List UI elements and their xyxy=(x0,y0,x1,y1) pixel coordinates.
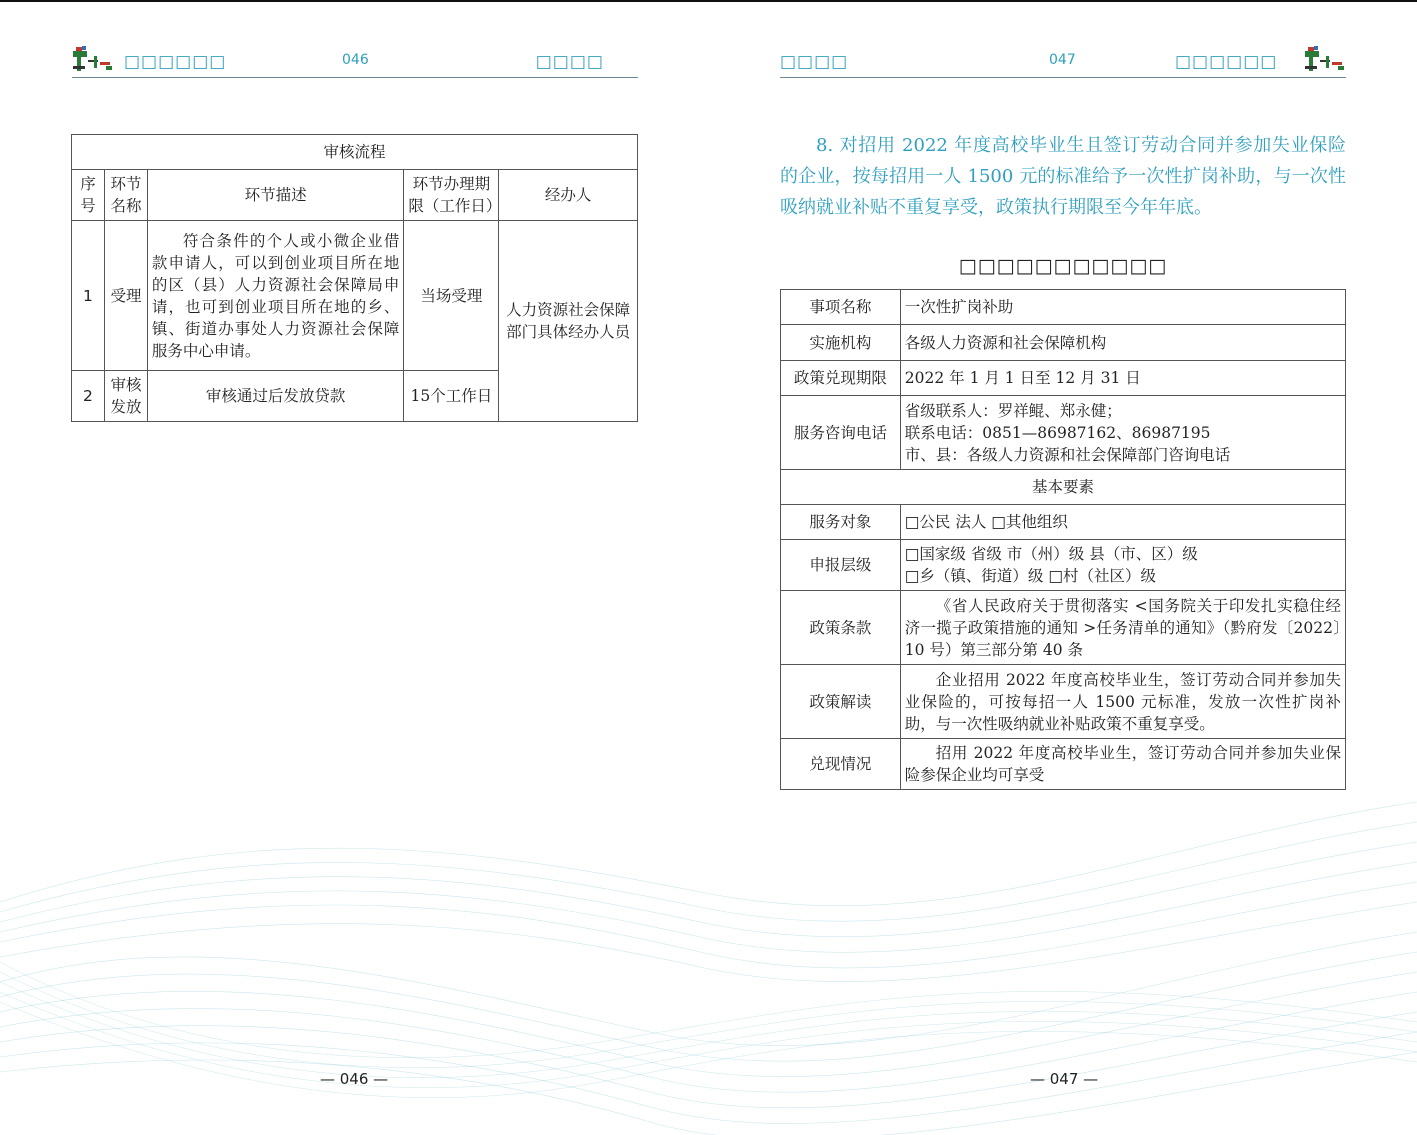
table-row xyxy=(781,591,1346,665)
table-row xyxy=(781,540,1346,591)
right-page xyxy=(708,2,1416,1133)
level-line: □国家级 省级 市（州）级 县（市、区）级 xyxy=(904,545,1198,563)
row-value: □公民 法人 □其他组织 xyxy=(900,505,1345,540)
logo-icon xyxy=(70,44,116,74)
consult-line: 市、县：各级人力资源和社会保障部门咨询电话 xyxy=(904,445,1231,464)
right-header xyxy=(780,42,1346,78)
section-title: □□□□ xyxy=(780,52,849,72)
row-value: 招用 2022 年度高校毕业生，签订劳动合同并参加失业保险参保企业均可享受 xyxy=(900,739,1345,790)
row-label: 申报层级 xyxy=(781,540,901,591)
section-title: □□□□ xyxy=(535,52,604,72)
column-header: 序号 xyxy=(72,170,105,221)
column-header: 环节办理期限（工作日） xyxy=(404,170,499,221)
row-value: 《省人民政府关于贯彻落实 <国务院关于印发扎实稳住经济一揽子政策措施的通知 >任务清单的通知》（黔府发〔2022〕10 号）第三部分第 40 条 xyxy=(900,591,1345,665)
left-header xyxy=(72,42,638,78)
review-process-table xyxy=(71,134,638,422)
step-description: 符合条件的个人或小微企业借款申请人，可以到创业项目所在地的区（县）人力资源社会保障局申请，也可到创业项目所在地的乡、镇、街道办事处人力资源社会保障服务中心申请。 xyxy=(147,221,403,371)
level-line: □乡（镇、街道）级 □村（社区）级 xyxy=(904,567,1156,585)
table-row xyxy=(781,739,1346,790)
column-header: 环节描述 xyxy=(147,170,403,221)
header-rule xyxy=(780,77,1346,78)
section-heading: 基本要素 xyxy=(781,470,1346,505)
header-rule xyxy=(72,77,638,78)
row-value: 企业招用 2022 年度高校毕业生，签订劳动合同并参加失业保险的，可按每招一人 1500 元标准，发放一次性扩岗补助，与一次性吸纳就业补贴政策不重复享受。 xyxy=(900,665,1345,739)
book-title: □□□□□□ xyxy=(124,52,227,72)
table-row xyxy=(781,325,1346,361)
handler: 人力资源社会保障部门具体经办人员 xyxy=(499,221,638,422)
step-name: 审核发放 xyxy=(104,371,147,422)
level-options xyxy=(900,540,1345,591)
table-row xyxy=(72,221,638,371)
row-value: 2022 年 1 月 1 日至 12 月 31 日 xyxy=(900,361,1345,396)
table-row xyxy=(781,396,1346,470)
column-header: 经办人 xyxy=(499,170,638,221)
row-label: 政策兑现期限 xyxy=(781,361,901,396)
policy-table xyxy=(780,289,1346,790)
table-row xyxy=(781,665,1346,739)
consult-line: 省级联系人：罗祥鲲、郑永健； xyxy=(904,401,1122,420)
table-row xyxy=(781,290,1346,325)
step-name: 受理 xyxy=(104,221,147,371)
row-label: 政策解读 xyxy=(781,665,901,739)
logo-icon xyxy=(1302,44,1348,74)
row-number: 1 xyxy=(72,221,105,371)
policy-paragraph: 8. 对招用 2022 年度高校毕业生且签订劳动合同并参加失业保险的企业，按每招用一人 1500 元的标准给予一次性扩岗补助，与一次性吸纳就业补贴不重复享受，政策执行期限至今年年底。 xyxy=(780,135,1346,218)
row-value: 一次性扩岗补助 xyxy=(900,290,1345,325)
row-label: 事项名称 xyxy=(781,290,901,325)
time-limit: 15个工作日 xyxy=(404,371,499,422)
row-number: 2 xyxy=(72,371,105,422)
table-title: 审核流程 xyxy=(72,135,638,170)
table-row xyxy=(781,505,1346,540)
left-page xyxy=(0,2,708,1133)
row-label: 实施机构 xyxy=(781,325,901,361)
list-subtitle: □□□□□□□□□□□ xyxy=(958,255,1168,277)
page-footer: — 046 — xyxy=(320,1070,389,1088)
header-page-number: 046 xyxy=(342,52,369,68)
row-label: 政策条款 xyxy=(781,591,901,665)
row-label: 服务咨询电话 xyxy=(781,396,901,470)
table-row xyxy=(781,361,1346,396)
header-page-number: 047 xyxy=(1049,52,1076,68)
row-value: 各级人力资源和社会保障机构 xyxy=(900,325,1345,361)
step-description: 审核通过后发放贷款 xyxy=(147,371,403,422)
consult-line: 联系电话：0851—86987162、86987195 xyxy=(904,423,1211,442)
consult-info xyxy=(900,396,1345,470)
time-limit: 当场受理 xyxy=(404,221,499,371)
row-label: 服务对象 xyxy=(781,505,901,540)
row-label: 兑现情况 xyxy=(781,739,901,790)
column-header: 环节名称 xyxy=(104,170,147,221)
book-title: □□□□□□ xyxy=(1175,52,1278,72)
page-footer: — 047 — xyxy=(1030,1070,1099,1088)
